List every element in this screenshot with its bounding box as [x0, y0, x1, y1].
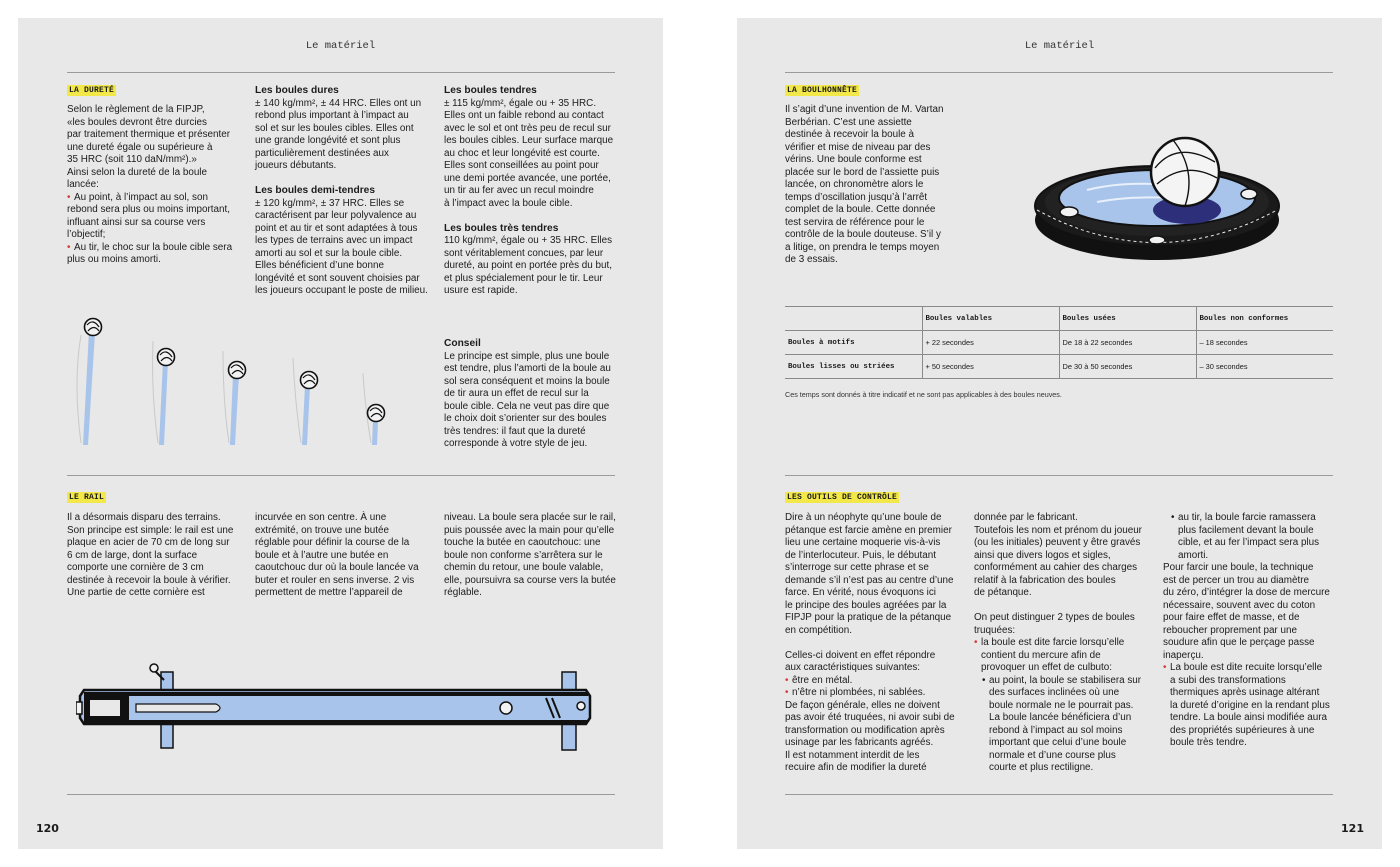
oscillation-times-table	[785, 306, 1333, 379]
text-line: courte et plus rectiligne.	[989, 762, 1094, 773]
table-header-cell: Boules non conformes	[1196, 307, 1333, 331]
text-line: ± 115 kg/mm², égale ou + 35 HRC.	[444, 97, 597, 109]
table-header-cell: Boules valables	[922, 307, 1059, 331]
text-line: boule normale ne le pourrait pas.	[989, 699, 1134, 711]
bullet-item: • Au point, à l’impact au sol, son	[67, 192, 247, 205]
text-line: de pétanque.	[974, 587, 1032, 598]
bullet-item: • la boule est dite farcie lorsqu’elle	[974, 637, 1156, 650]
text-line: Selon le règlement de la FIPJP,	[67, 104, 205, 115]
text-line: important que celui d’une boule	[989, 737, 1127, 748]
text-line: dureté, au point en portée près du but,	[444, 260, 612, 271]
text-line: plus facilement devant la boule	[1178, 524, 1314, 536]
text-line: Dire à un néophyte qu’une boule de	[785, 512, 942, 523]
text-line: 110 kg/mm², égale ou + 35 HRC. Elles	[444, 235, 613, 246]
text-line: boule non conforme s’arrêtera sur le	[444, 549, 603, 561]
text-line: La boule lancée bénéficiera d’un	[989, 712, 1132, 723]
text-line: réglable pour définir la course de la	[255, 537, 410, 548]
table-cell: + 22 secondes	[922, 331, 1059, 355]
table-header-row	[785, 307, 1333, 331]
text-line: point et au tir et sont adaptées à tous	[255, 222, 418, 234]
text-line: usure est rapide.	[444, 285, 518, 296]
text-line: de 3 essais.	[785, 254, 838, 265]
section-rule	[67, 475, 615, 476]
text-line: est de percer un trou au diamètre	[1163, 574, 1310, 586]
text-line: 35 HRC (soit 110 daN/mm²).»	[67, 154, 197, 165]
conseil-title: Conseil	[444, 338, 481, 349]
text-line: Toutefois les nom et prénom du joueur	[974, 524, 1142, 536]
text-line: rebond sera plus ou moins important,	[67, 204, 231, 215]
durete-col-3	[444, 85, 624, 298]
rail-illustration	[76, 662, 596, 754]
text-line: conformément au cahier des charges	[974, 562, 1138, 573]
text-line: réglable.	[444, 587, 482, 598]
text-line: particulièrement destinées aux	[255, 147, 389, 159]
text-line: des surfaces inclinées où une	[989, 687, 1120, 698]
text-line: de l’interlocuteur. Puis, le débutant	[785, 549, 936, 561]
text-line: «les boules devront être durcies	[67, 116, 207, 128]
text-line: a litige, on prendra le temps moyen	[785, 241, 940, 253]
text-line: une dureté égale ou supérieure à	[67, 141, 213, 153]
text-line: de tir aura un effet de recul sur la	[444, 388, 589, 399]
right-page	[737, 18, 1382, 849]
text-line: très tendres: il faut que la dureté	[444, 425, 586, 437]
text-line: ainsi que divers logos et sigles,	[974, 549, 1111, 561]
table-row	[785, 331, 1333, 355]
text-line: cible, et au fer l’impact sera plus	[1178, 537, 1320, 548]
text-line: truquées:	[974, 624, 1016, 636]
bullet-item: • Au tir, le choc sur la boule cible sera	[67, 242, 247, 255]
subheading: Les boules tendres	[444, 85, 537, 96]
text-line: boule et à l’autre une butée en	[255, 549, 389, 561]
text-line: destinée à recevoir la boule à vérifier.	[67, 574, 231, 586]
bullet-item: • La boule est dite recuite lorsqu’elle	[1163, 662, 1345, 675]
text-line: destinée à recevoir la boule à	[785, 129, 915, 140]
text-line: une demi portée avancée, une portée,	[444, 172, 611, 184]
text-line: un tir au fer avec un recul moindre	[444, 185, 594, 196]
rail-col-2	[255, 512, 437, 600]
text-line: au choc et leur longévité est courte.	[444, 147, 600, 159]
text-line: reboucher proprement par une	[1163, 624, 1297, 636]
outils-col-1	[785, 512, 967, 775]
text-line: 6 cm de large, dont la surface	[67, 549, 198, 561]
text-line: le principe des boules agréées par la	[785, 599, 947, 611]
boulhonnete-illustration	[1027, 110, 1287, 270]
text-line: contient du mercure afin de	[981, 649, 1101, 661]
text-line: la dureté d’origine en la rendant plus	[1170, 699, 1330, 711]
text-line: comporte une cornière de 3 cm	[67, 562, 204, 573]
text-line: chemin du retour, une boule valable,	[444, 562, 604, 573]
text-line: normale et d’une course plus	[989, 749, 1116, 761]
text-line: transformation ou modification après	[785, 724, 945, 736]
text-line: boule très tendre.	[1170, 737, 1247, 748]
rail-col-3	[444, 512, 626, 600]
outils-col-2	[974, 512, 1156, 775]
text-line: Il est notamment interdit de les	[785, 749, 920, 761]
table-cell: Boules lisses ou striées	[785, 355, 922, 379]
text-line: test servira de référence pour le	[785, 216, 925, 228]
text-line: temps d’oscillation jusqu’à l’arrêt	[785, 191, 928, 203]
text-line: une grande longévité et sont plus	[255, 135, 401, 146]
text-line: recuire afin de modifier la dureté	[785, 762, 927, 773]
running-head: Le matériel	[305, 40, 376, 52]
text-line: est tendre, plus l’amorti de la boule au	[444, 363, 611, 374]
section-label-rail: LE RAIL	[69, 493, 105, 502]
text-line: Elles ont un faible rebond au contact	[444, 110, 604, 121]
text-line: demande s’il n’est pas au centre d’une	[785, 574, 954, 586]
text-line: inaperçu.	[1163, 649, 1204, 661]
text-line: a subi des transformations	[1170, 674, 1286, 686]
text-line: lancée, on chronomètre alors le	[785, 179, 924, 190]
text-line: ± 140 kg/mm², ± 44 HRC. Elles ont un	[255, 97, 422, 109]
text-line: en compétition.	[785, 624, 852, 636]
section-label-boulhonnete: LA BOULHONNÊTE	[787, 86, 858, 95]
text-line: le choix doit s’orienter sur des boules	[444, 413, 607, 424]
page-number: 120	[36, 822, 59, 835]
text-line: sol sera conséquent et moins la boule	[444, 375, 610, 387]
text-line: niveau. La boule sera placée sur le rail,	[444, 512, 616, 523]
text-line: FIPJP pour la pratique de la pétanque	[785, 612, 952, 623]
text-line: Il s’agit d’une invention de M. Vartan	[785, 104, 944, 115]
text-line: nécessaire, souvent avec du coton	[1163, 599, 1316, 611]
text-line: rebond plus important à l’impact au	[255, 110, 409, 121]
text-line: pour faire effet de masse, et de	[1163, 612, 1300, 623]
text-line: l’objectif;	[67, 229, 106, 240]
text-line: Son principe est simple: le rail est une	[67, 524, 234, 536]
text-line: Le principe est simple, plus une boule	[444, 350, 610, 362]
text-line: Celles-ci doivent en effet répondre	[785, 649, 936, 661]
section-label-durete: LA DURETÉ	[69, 86, 115, 95]
table-cell: Boules à motifs	[785, 331, 922, 355]
text-line: incurvée en son centre. À une	[255, 512, 387, 523]
subheading: Les boules demi-tendres	[255, 185, 376, 196]
text-line: soudure afin que le perçage passe	[1163, 637, 1315, 648]
text-line: Ainsi selon la dureté de la boule	[67, 166, 207, 178]
text-line: boule cible. Cela ne veut pas dire que	[444, 400, 610, 412]
conseil-box	[444, 338, 624, 451]
text-line: donnée par le fabricant.	[974, 512, 1078, 523]
text-line: les joueurs occupant le poste de milieu.	[255, 285, 428, 296]
text-line: (ou les initiales) peuvent y être gravés	[974, 537, 1141, 548]
running-head: Le matériel	[1024, 40, 1095, 52]
durete-col-2	[255, 85, 437, 298]
bouncing-balls-illustration	[73, 313, 393, 448]
text-line: puis poussée avec la main pour qu’elle	[444, 524, 615, 536]
text-line: sol et sur les boules cibles. Elles ont	[255, 122, 414, 134]
footer-rule	[785, 794, 1333, 795]
table-row	[785, 355, 1333, 379]
text-line: caractérisent par leur polyvalence au	[255, 210, 417, 221]
subheading: Les boules très tendres	[444, 222, 559, 234]
text-line: rebond à l’impact au sol moins	[989, 724, 1123, 736]
table-note: Ces temps sont donnés à titre indicatif et ne sont pas applicables à des boules neuves.	[785, 390, 1062, 399]
text-line: On peut distinguer 2 types de boules	[974, 612, 1135, 623]
text-line: Berbérian. C’est une assiette	[785, 116, 912, 128]
text-line: usinage par les fabricants agréés.	[785, 737, 934, 748]
text-line: tendre. La boule ainsi modifiée aura	[1170, 712, 1328, 723]
section-rule	[785, 475, 1333, 476]
text-line: les types de terrains avec un impact	[255, 235, 413, 246]
text-line: pétanque est farcie amène en premier	[785, 524, 952, 536]
text-line: Elles sont conseillées au point pour	[444, 160, 599, 171]
bullet-item: • n’être ni plombées, ni sablées.	[785, 687, 967, 700]
table-header-cell	[785, 307, 922, 331]
text-line: complet de la boule. Cette donnée	[785, 204, 936, 215]
text-line: Il a désormais disparu des terrains.	[67, 512, 221, 523]
sub-bullet-item: • au point, la boule se stabilisera sur	[974, 675, 1156, 688]
bullet-item: • être en métal.	[785, 675, 967, 688]
text-line: joueurs débutants.	[255, 160, 337, 171]
text-line: caoutchouc dur où la boule lancée va	[255, 562, 419, 573]
text-line: les boules cibles. Leur surface marque	[444, 135, 614, 146]
table-cell: + 50 secondes	[922, 355, 1059, 379]
text-line: aux caractéristiques suivantes:	[785, 662, 921, 673]
text-line: provoquer un effet de culbuto:	[981, 662, 1113, 673]
subheading: Les boules dures	[255, 85, 339, 96]
text-line: lancée:	[67, 179, 99, 190]
text-line: amorti.	[1178, 549, 1209, 561]
boulhonnete-text	[785, 104, 960, 267]
text-line: plaque en acier de 70 cm de long sur	[67, 537, 230, 548]
sub-bullet-item: • au tir, la boule farcie ramassera	[1163, 512, 1345, 525]
table-header-cell: Boules usées	[1059, 307, 1196, 331]
text-line: Pour farcir une boule, la technique	[1163, 562, 1314, 573]
text-line: et plus spécialement pour le tir. Leur	[444, 272, 603, 284]
text-line: à l’impact avec la boule cible.	[444, 197, 573, 209]
durete-col-1	[67, 104, 247, 267]
text-line: vérifier et mise de niveau par des	[785, 141, 931, 153]
text-line: touche la butée en caoutchouc: une	[444, 537, 601, 548]
text-line: par traitement thermique et présenter	[67, 129, 231, 140]
text-line: vérins. Une boule conforme est	[785, 154, 922, 165]
table-cell: – 18 secondes	[1196, 331, 1333, 355]
text-line: influant ainsi sur sa course vers	[67, 216, 206, 228]
text-line: Elles bénéficient d’une bonne	[255, 260, 385, 271]
text-line: corresponde à votre style de jeu.	[444, 438, 588, 449]
left-page	[18, 18, 663, 849]
header-rule	[785, 72, 1333, 73]
text-line: du zéro, d’intégrer la dose de mercure	[1163, 587, 1330, 598]
section-label-outils: LES OUTILS DE CONTRÔLE	[787, 493, 898, 502]
text-line: De façon générale, elles ne doivent	[785, 699, 940, 711]
footer-rule	[67, 794, 615, 795]
text-line: buter et rouler en sens inverse. 2 vis	[255, 574, 415, 586]
table-cell: De 30 à 50 secondes	[1059, 355, 1196, 379]
text-line: ± 120 kg/mm², ± 37 HRC. Elles se	[255, 197, 405, 209]
text-line: lieu une certaine moquerie vis-à-vis	[785, 537, 941, 548]
text-line: placée sur le bord de l’assiette puis	[785, 166, 940, 178]
text-line: relatif à la fabrication des boules	[974, 574, 1116, 586]
text-line: amorti au sol et sur la boule cible.	[255, 247, 403, 259]
header-rule	[67, 72, 615, 73]
text-line: des propriétés supérieures à une	[1170, 724, 1315, 736]
table-cell: – 30 secondes	[1196, 355, 1333, 379]
text-line: contrôle de la boule douteuse. S’il y	[785, 229, 941, 240]
text-line: elle, poursuivra sa course vers la butée	[444, 574, 616, 586]
text-line: plus ou moins amorti.	[67, 254, 161, 265]
text-line: extrémité, on trouve une butée	[255, 524, 389, 536]
text-line: Une partie de cette cornière est	[67, 587, 205, 598]
text-line: longévité et sont souvent choisies par	[255, 272, 420, 284]
rail-col-1	[67, 512, 249, 600]
text-line: avec le sol et ont très peu de recul sur	[444, 122, 611, 134]
outils-col-3	[1163, 512, 1345, 750]
text-line: s’interroge sur cette phrase et se	[785, 562, 929, 573]
text-line: thermiques après usinage altérant	[1170, 687, 1320, 698]
text-line: farce. En vérité, nous évoquons ici	[785, 587, 936, 598]
text-line: sont véritablement concues, par leur	[444, 247, 604, 259]
page-number: 121	[1341, 822, 1364, 835]
text-line: pas avoir été truquées, ni avoir subi de	[785, 712, 955, 723]
table-cell: De 18 à 22 secondes	[1059, 331, 1196, 355]
text-line: permettent de mettre l’appareil de	[255, 587, 403, 598]
